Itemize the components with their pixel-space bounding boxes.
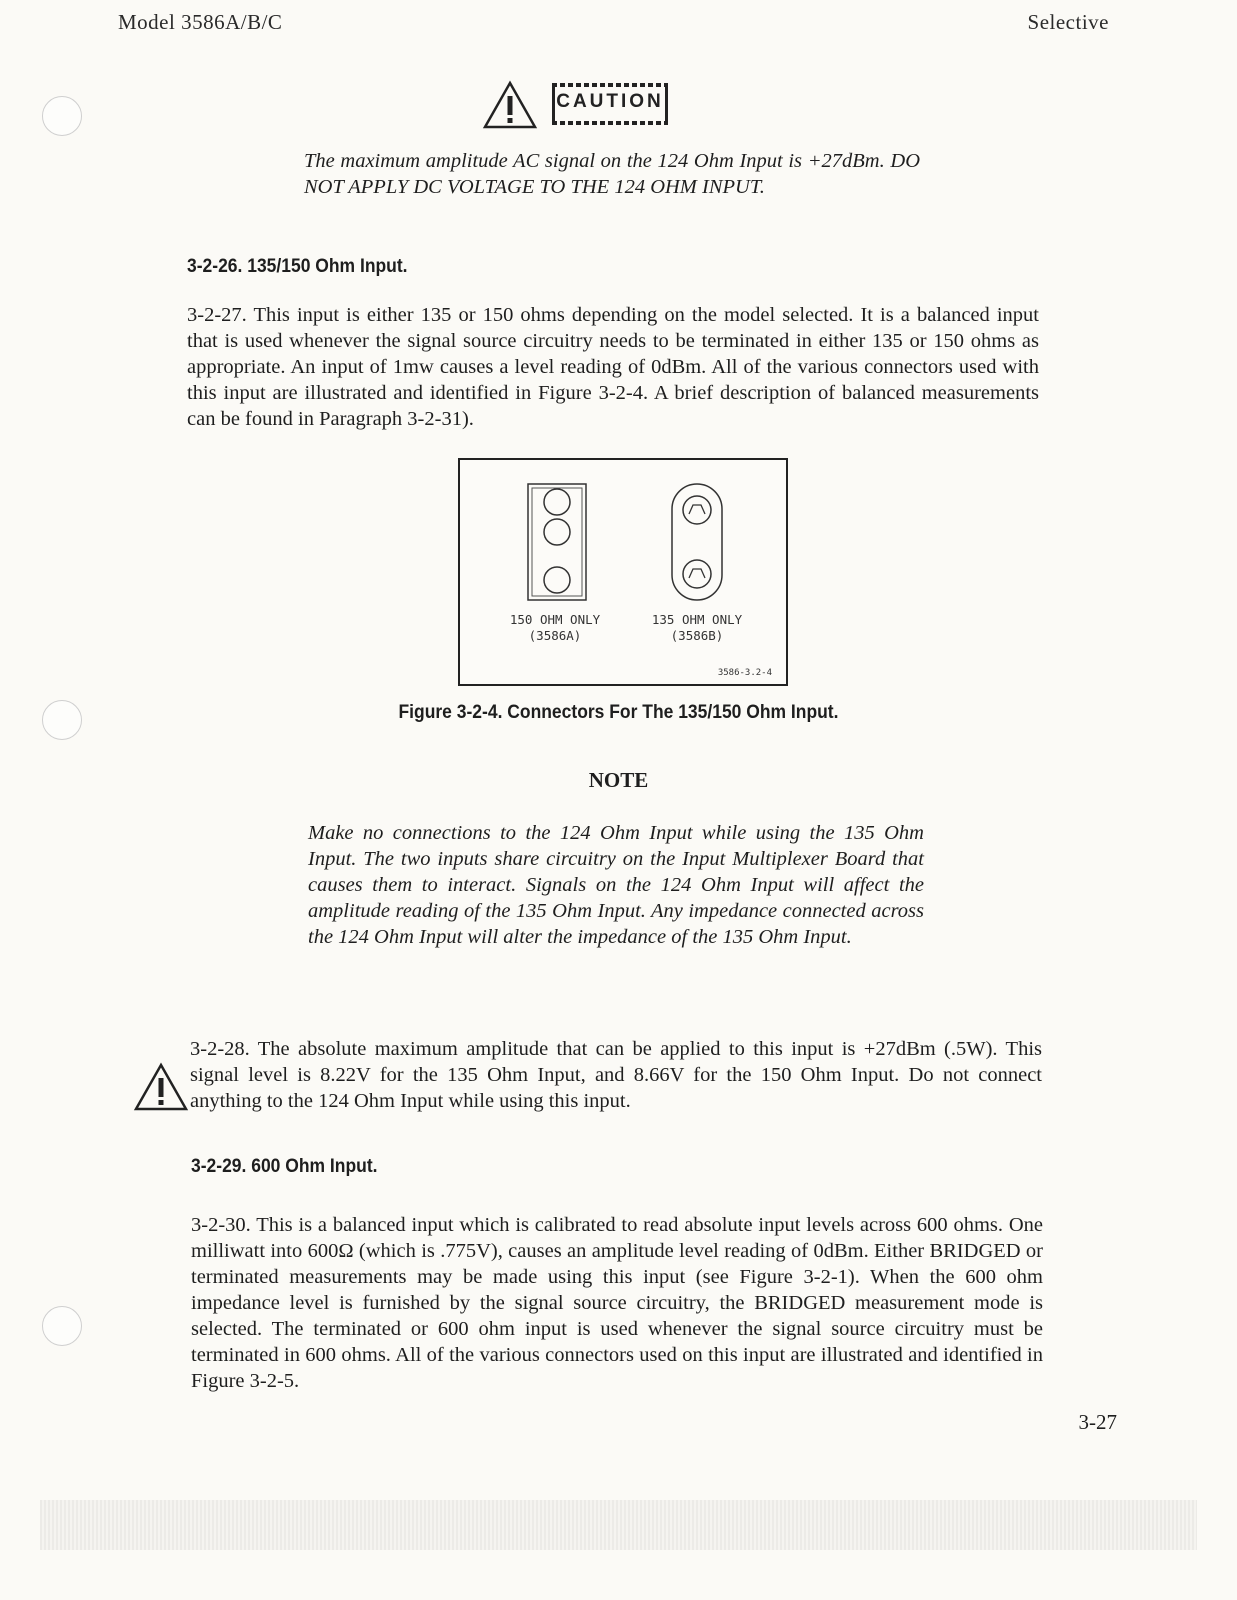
label-150-ohm <box>490 612 620 644</box>
warning-triangle-icon <box>482 80 538 130</box>
caution-label-box <box>552 86 668 122</box>
figure-id: 3586-3.2-4 <box>717 668 772 678</box>
paragraph-3-2-27: 3-2-27. This input is either 135 or 150 ohms depending on the model selected. It is a balanced input that is used whenever the signal source circuitry needs to be terminated in either 135 or 150 ohms as appropriate. An input of 1mw causes a level reading of 0dBm. All of the various connectors used with this input are illustrated and identified in Figure 3-2-4. A brief description of balanced measurements can be found in Paragraph 3-2-31). <box>187 304 1039 430</box>
caution-banner <box>482 80 682 132</box>
scan-artifact-strip <box>40 1500 1197 1550</box>
paragraph-3-2-28: 3-2-28. The absolute maximum amplitude that can be applied to this input is +27dBm (.5W). This signal level is 8.22V for the 135 Ohm Input, and 8.66V for the 150 Ohm Input. Do not connect anything to the 124 Ohm Input while using this input. <box>190 1038 1042 1112</box>
paragraph-3-2-30: 3-2-30. This is a balanced input which is calibrated to read absolute input levels across 600 ohms. One milliwatt into 600Ω (which is .775V), causes an amplitude level reading of 0dBm. Either BRIDGED or terminated measurements may be made using this input (see Figure 3-2-1). When the 600 ohm impedance level is furnished by the signal source circuitry, the BRIDGED measurement mode is selected. The terminated or 600 ohm input is used whenever the signal source circuitry must be terminated in 600 ohms. All of the various connectors used on this input are illustrated and identified in Figure 3-2-5. <box>191 1214 1043 1392</box>
figure-caption: Figure 3-2-4. Connectors For The 135/150 Ohm Input. <box>398 702 839 723</box>
label-150-ohm-line2: (3586A) <box>528 628 582 643</box>
note-title: NOTE <box>588 768 649 792</box>
header-model: Model 3586A/B/C <box>118 10 283 34</box>
connector-150-ohm-three-pin <box>522 480 592 604</box>
label-135-ohm <box>632 612 762 644</box>
page-number: 3-27 <box>1078 1410 1117 1434</box>
binder-hole-top <box>42 96 82 136</box>
caution-label: CAUTION <box>556 91 664 112</box>
label-135-ohm-line2: (3586B) <box>670 628 724 643</box>
caution-text: The maximum amplitude AC signal on the 124 Ohm Input is +27dBm. DO NOT APPLY DC VOLTAGE TO THE 124 OHM INPUT. <box>304 150 920 198</box>
note-text: Make no connections to the 124 Ohm Input while using the 135 Ohm Input. The two inputs share circuitry on the Input Multiplexer Board that causes them to interact. Signals on the 124 Ohm Input will affect the amplitude reading of the 135 Ohm Input. Any impedance connected across the 124 Ohm Input will alter the impedance of the 135 Ohm Input. <box>308 822 924 948</box>
warning-triangle-icon <box>133 1062 189 1112</box>
heading-3-2-26: 3-2-26. 135/150 Ohm Input. <box>187 256 408 277</box>
label-150-ohm-line1: 150 OHM ONLY <box>509 612 601 627</box>
figure-3-2-4 <box>458 458 788 686</box>
header-section: Selective <box>1027 10 1109 34</box>
heading-3-2-29: 3-2-29. 600 Ohm Input. <box>191 1156 378 1177</box>
label-135-ohm-line1: 135 OHM ONLY <box>651 612 743 627</box>
connector-135-ohm-two-pin <box>662 480 732 604</box>
binder-hole-bottom <box>42 1306 82 1346</box>
